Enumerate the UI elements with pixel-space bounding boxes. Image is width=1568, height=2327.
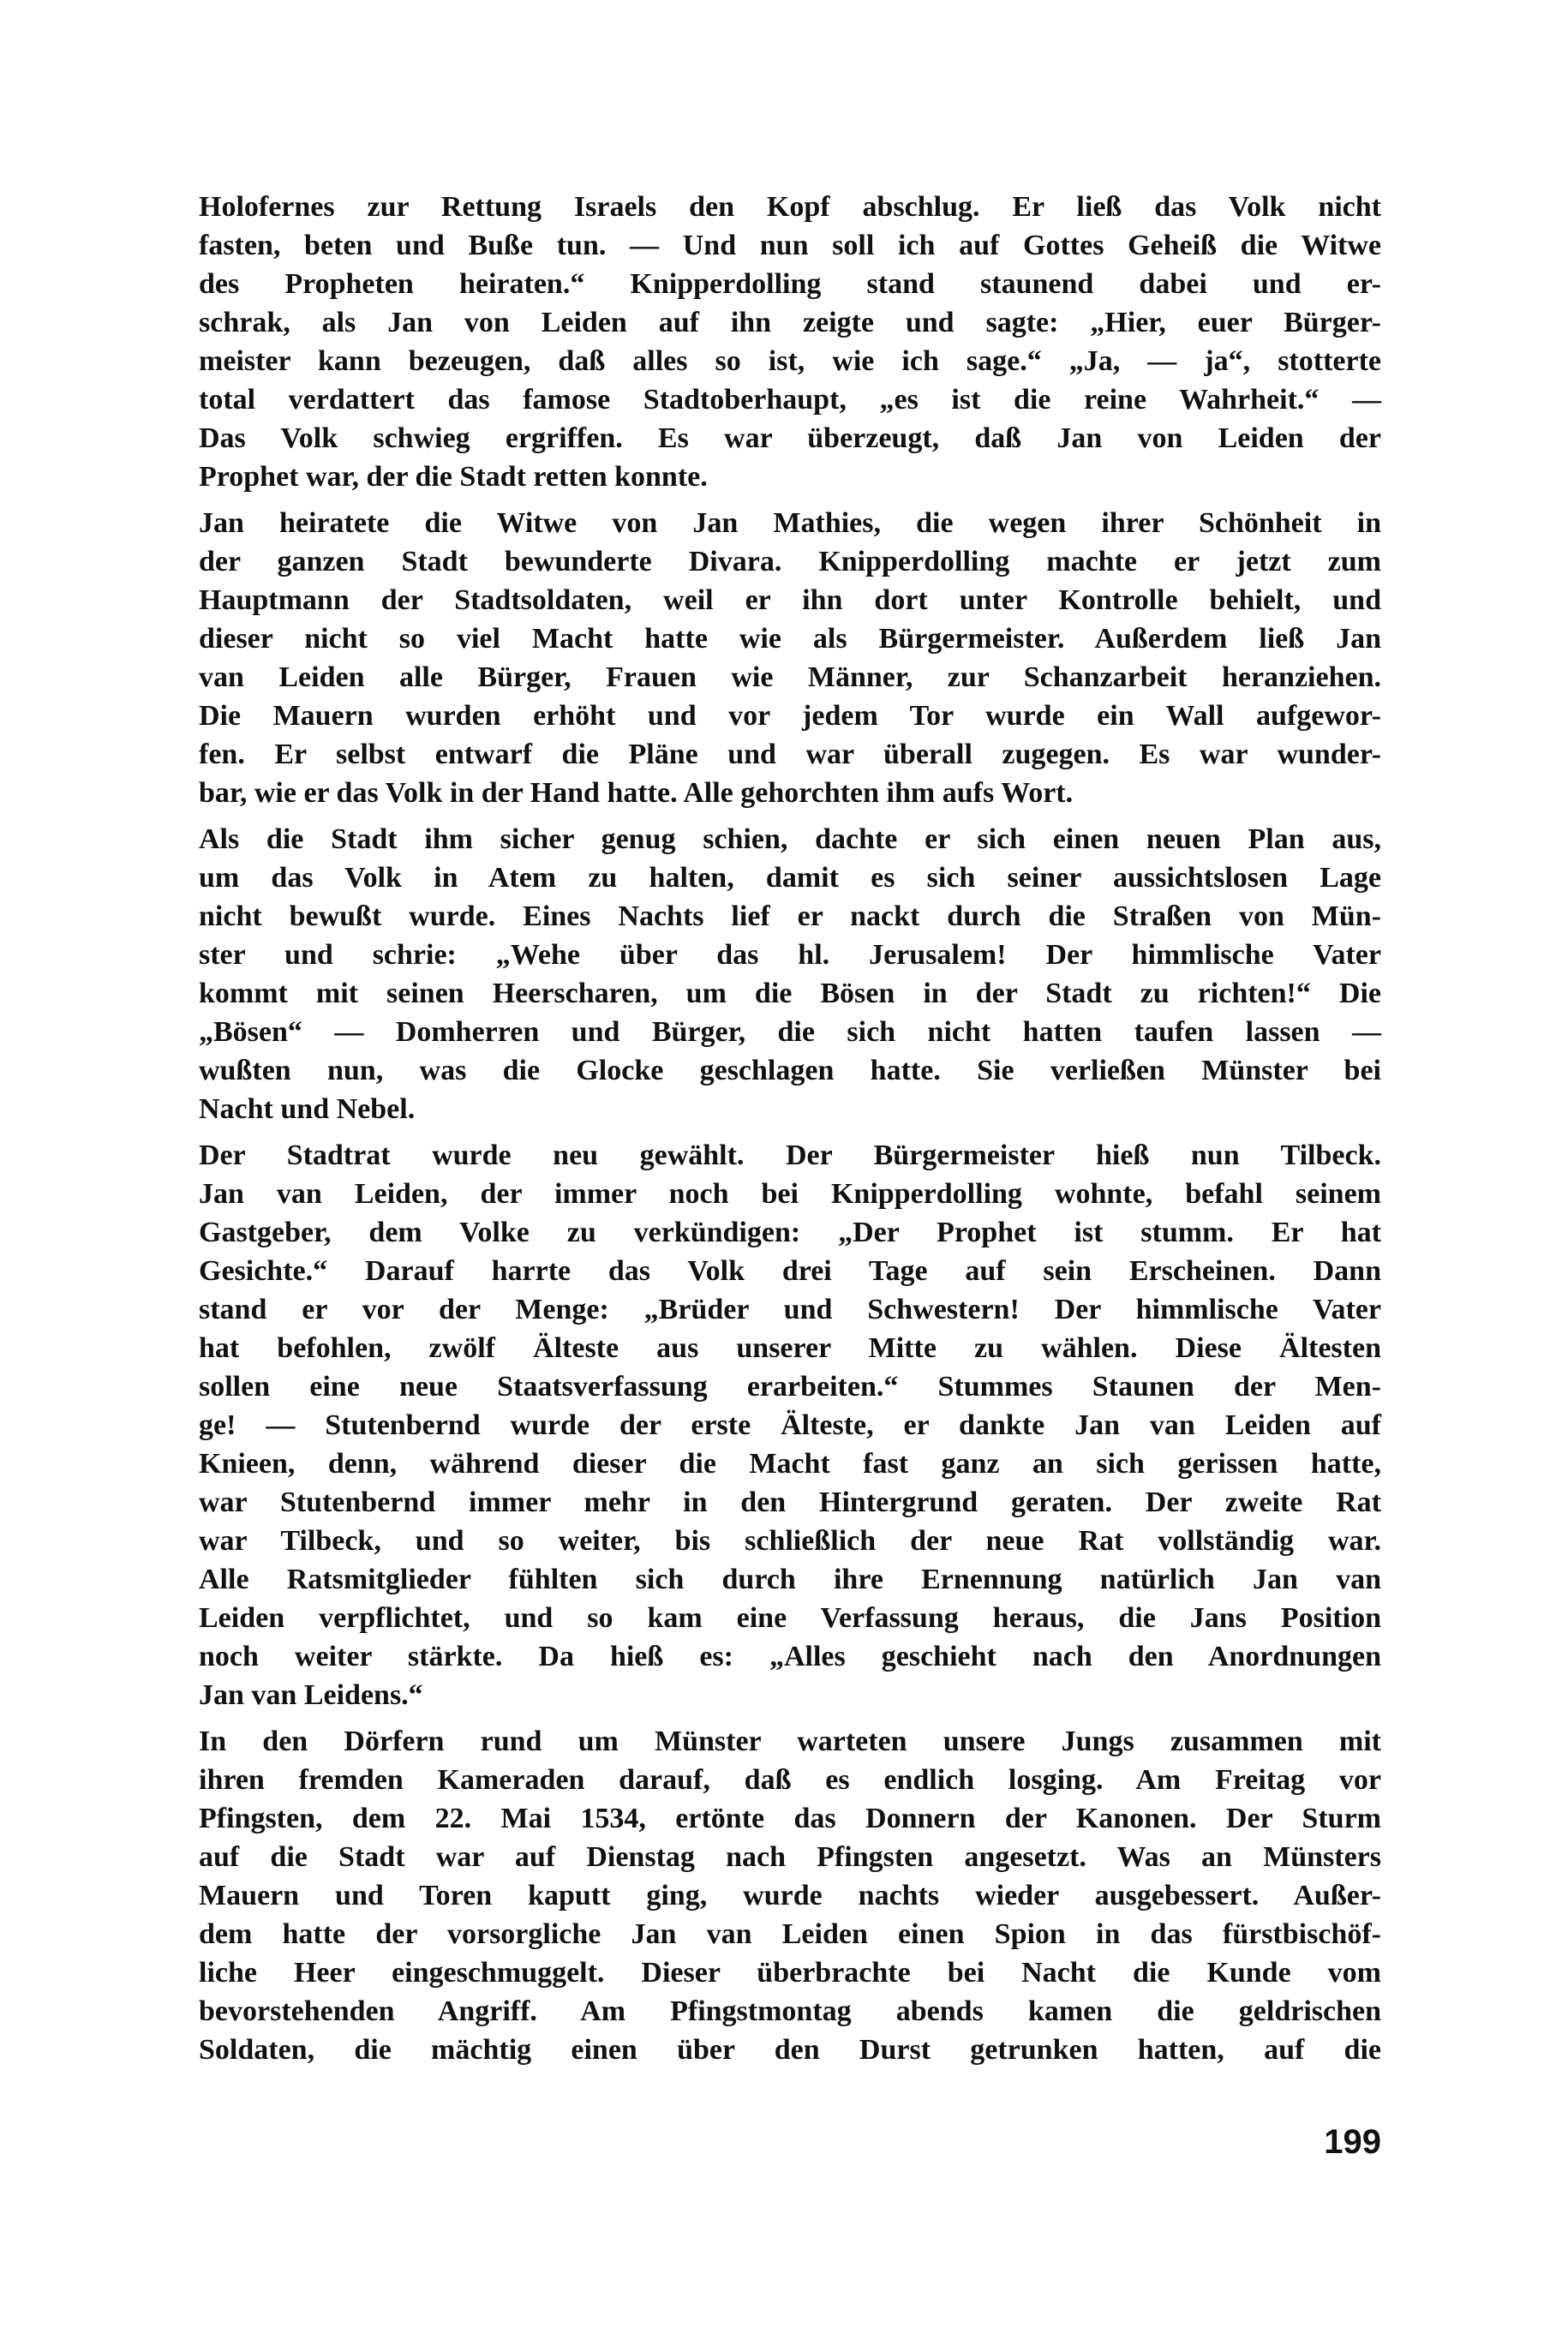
text-line: dem hatte der vorsorgliche Jan van Leiden einen Spion in das fürstbischöf- — [199, 1918, 1381, 1950]
text-line: meister kann bezeugen, daß alles so ist, wie ich sage.“ „Ja, — ja“, stotterte — [199, 345, 1381, 377]
text-line: bevorstehenden Angriff. Am Pfingstmontag abends kamen die geldrischen — [199, 1995, 1381, 2027]
paragraph — [199, 188, 1381, 496]
text-line: fen. Er selbst entwarf die Pläne und war überall zugegen. Es war wunder- — [199, 739, 1381, 770]
paragraph — [199, 1136, 1381, 1714]
text-line: Prophet war, der die Stadt retten konnte. — [199, 461, 708, 493]
text-line: hat befohlen, zwölf Älteste aus unserer Mitte zu wählen. Diese Ältesten — [199, 1332, 1381, 1364]
text-line: um das Volk in Atem zu halten, damit es sich seiner aussichtslosen Lage — [199, 862, 1381, 894]
text-line: schrak, als Jan von Leiden auf ihn zeigte und sagte: „Hier, euer Bürger- — [199, 307, 1381, 338]
text-line: Pfingsten, dem 22. Mai 1534, ertönte das Donnern der Kanonen. Der Sturm — [199, 1803, 1381, 1834]
text-line: total verdattert das famose Stadtoberhaupt, „es ist die reine Wahrheit.“ — — [199, 384, 1381, 416]
text-line: Hauptmann der Stadtsoldaten, weil er ihn dort unter Kontrolle behielt, und — [199, 584, 1381, 616]
text-line: ge! — Stutenbernd wurde der erste Älteste, er dankte Jan van Leiden auf — [199, 1409, 1381, 1441]
text-line: bar, wie er das Volk in der Hand hatte. Alle gehorchten ihm aufs Wort. — [199, 777, 1074, 809]
text-line: Alle Ratsmitglieder fühlten sich durch ihre Ernennung natürlich Jan van — [199, 1564, 1381, 1595]
paragraph — [199, 504, 1381, 812]
text-line: Nacht und Nebel. — [199, 1093, 416, 1125]
text-line: stand er vor der Menge: „Brüder und Schwestern! Der himmlische Vater — [199, 1294, 1381, 1325]
text-line: Mauern und Toren kaputt ging, wurde nachts wieder ausgebessert. Außer- — [199, 1880, 1381, 1911]
text-line: ster und schrie: „Wehe über das hl. Jerusalem! Der himmlische Vater — [199, 939, 1381, 971]
text-line: Leiden verpflichtet, und so kam eine Verfassung heraus, die Jans Position — [199, 1602, 1381, 1634]
paragraph — [199, 820, 1381, 1128]
text-line: Jan heiratete die Witwe von Jan Mathies, die wegen ihrer Schönheit in — [199, 507, 1381, 539]
text-line: Gesichte.“ Darauf harrte das Volk drei Tage auf sein Erscheinen. Dann — [199, 1255, 1381, 1287]
text-line: wußten nun, was die Glocke geschlagen hatte. Sie verließen Münster bei — [199, 1055, 1381, 1086]
text-line: Als die Stadt ihm sicher genug schien, dachte er sich einen neuen Plan aus, — [199, 823, 1381, 855]
text-line: Soldaten, die mächtig einen über den Durst getrunken hatten, auf die — [199, 2034, 1381, 2066]
page-number: 199 — [1324, 2123, 1381, 2161]
text-line: nicht bewußt wurde. Eines Nachts lief er nackt durch die Straßen von Mün- — [199, 900, 1381, 932]
text-line: sollen eine neue Staatsverfassung erarbeiten.“ Stummes Staunen der Men- — [199, 1371, 1381, 1403]
text-line: Holofernes zur Rettung Israels den Kopf abschlug. Er ließ das Volk nicht — [199, 191, 1381, 223]
paragraph — [199, 1722, 1381, 2069]
text-line: In den Dörfern rund um Münster warteten unsere Jungs zusammen mit — [199, 1726, 1381, 1757]
text-line: noch weiter stärkte. Da hieß es: „Alles geschieht nach den Anordnungen — [199, 1641, 1381, 1672]
text-line: dieser nicht so viel Macht hatte wie als Bürgermeister. Außerdem ließ Jan — [199, 623, 1381, 655]
text-line: Jan van Leidens.“ — [199, 1679, 423, 1711]
text-line: ihren fremden Kameraden darauf, daß es endlich losging. Am Freitag vor — [199, 1764, 1381, 1796]
text-line: war Tilbeck, und so weiter, bis schließlich der neue Rat vollständig war. — [199, 1525, 1381, 1557]
text-line: war Stutenbernd immer mehr in den Hintergrund geraten. Der zweite Rat — [199, 1487, 1381, 1518]
text-line: kommt mit seinen Heerscharen, um die Bösen in der Stadt zu richten!“ Die — [199, 978, 1381, 1009]
text-line: Knieen, denn, während dieser die Macht fast ganz an sich gerissen hatte, — [199, 1448, 1381, 1480]
text-line: Der Stadtrat wurde neu gewählt. Der Bürgermeister hieß nun Tilbeck. — [199, 1140, 1381, 1171]
text-line: fasten, beten und Buße tun. — Und nun soll ich auf Gottes Geheiß die Witwe — [199, 230, 1381, 261]
text-line: des Propheten heiraten.“ Knipperdolling stand staunend dabei und er- — [199, 268, 1381, 300]
text-line: Jan van Leiden, der immer noch bei Knipperdolling wohnte, befahl seinem — [199, 1178, 1381, 1210]
text-line: auf die Stadt war auf Dienstag nach Pfingsten angesetzt. Was an Münsters — [199, 1841, 1381, 1873]
text-line: Gastgeber, dem Volke zu verkündigen: „Der Prophet ist stumm. Er hat — [199, 1217, 1381, 1248]
text-line: Das Volk schwieg ergriffen. Es war überzeugt, daß Jan von Leiden der — [199, 422, 1381, 454]
text-line: Die Mauern wurden erhöht und vor jedem Tor wurde ein Wall aufgewor- — [199, 700, 1381, 732]
text-line: der ganzen Stadt bewunderte Divara. Knipperdolling machte er jetzt zum — [199, 546, 1381, 577]
text-line: „Bösen“ — Domherren und Bürger, die sich nicht hatten taufen lassen — — [199, 1016, 1381, 1048]
body-text — [199, 188, 1381, 2069]
text-line: liche Heer eingeschmuggelt. Dieser überbrachte bei Nacht die Kunde vom — [199, 1957, 1381, 1989]
text-line: van Leiden alle Bürger, Frauen wie Männer, zur Schanzarbeit heranziehen. — [199, 661, 1381, 693]
